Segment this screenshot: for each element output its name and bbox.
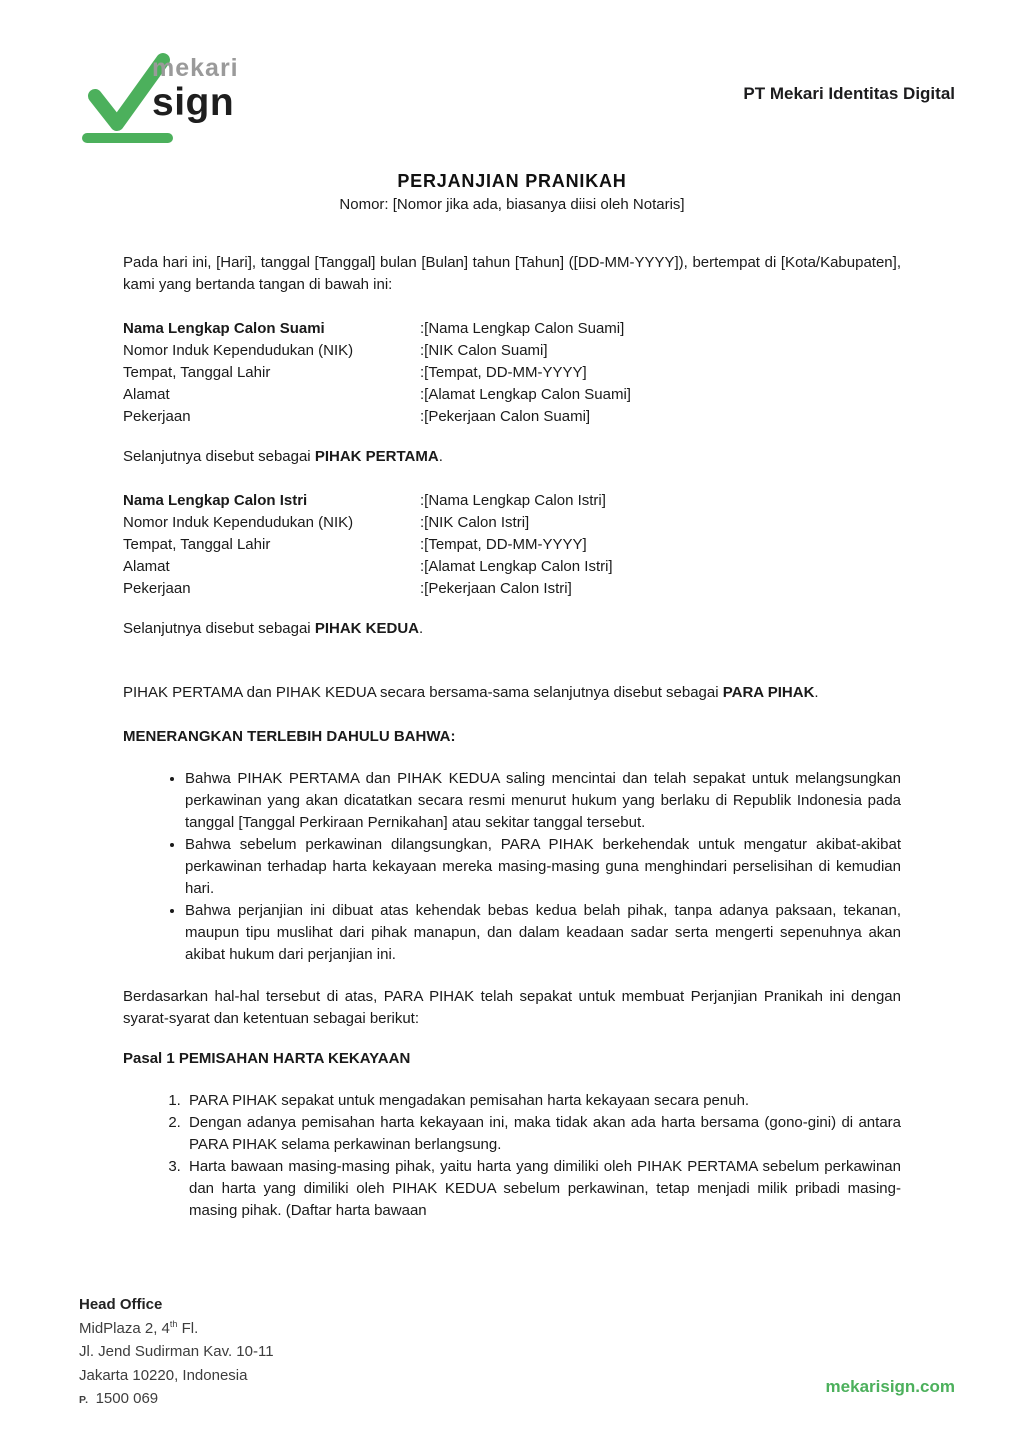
kv-row-groom-birth — [123, 362, 901, 384]
party-first-details — [123, 318, 901, 428]
kv-label: Nama Lengkap Calon Istri — [123, 492, 308, 509]
company-name: PT Mekari Identitas Digital — [743, 84, 955, 103]
phone-line — [79, 1387, 274, 1413]
basis-paragraph: Berdasarkan hal-hal tersebut di atas, PARA PIHAK telah sepakat untuk membuat Perjanjian Pranikah ini dengan syarat-syarat dan ketentuan sebagai berikut: — [123, 988, 901, 1027]
mekari-sign-logo — [78, 48, 338, 148]
address-line-1-pre: MidPlaza 2, 4 — [79, 1319, 170, 1337]
head-office-heading: Head Office — [79, 1296, 163, 1313]
address-line-1 — [79, 1317, 274, 1341]
address-line-1-post: Fl. — [177, 1319, 199, 1337]
kv-separator: : — [420, 558, 425, 575]
kv-value: [Tempat, DD-MM-YYYY] — [424, 536, 587, 553]
kv-separator: : — [420, 320, 425, 337]
address-line-3: Jakarta 10220, Indonesia — [79, 1366, 248, 1384]
document-number-line: Nomor: [Nomor jika ada, biasanya diisi oleh Notaris] — [339, 196, 685, 213]
kv-row-groom-address — [123, 384, 901, 406]
document-content — [123, 168, 901, 1222]
kv-value: [NIK Calon Istri] — [424, 514, 530, 531]
joint-suffix: . — [814, 684, 819, 701]
kv-row-bride-name — [123, 490, 901, 512]
kv-label: Pekerjaan — [123, 580, 191, 597]
pasal-1-heading: Pasal 1 PEMISAHAN HARTA KEKAYAAN — [123, 1050, 411, 1067]
closing-suffix: . — [419, 620, 424, 637]
kv-value: [Nama Lengkap Calon Istri] — [424, 492, 606, 509]
kv-row-bride-nik — [123, 512, 901, 534]
kv-separator: : — [420, 408, 425, 425]
phone-label: P. — [79, 1394, 89, 1406]
kv-separator: : — [420, 342, 425, 359]
kv-label: Nomor Induk Kependudukan (NIK) — [123, 342, 354, 359]
kv-label: Alamat — [123, 558, 170, 575]
joint-prefix: PIHAK PERTAMA dan PIHAK KEDUA secara bersama-sama selanjutnya disebut sebagai — [123, 684, 723, 701]
kv-label: Alamat — [123, 386, 170, 403]
kv-row-groom-nik — [123, 340, 901, 362]
address-line-1-sup: th — [169, 1318, 178, 1329]
party-second-designation — [123, 618, 901, 640]
recital-item: • Bahwa PIHAK PERTAMA dan PIHAK KEDUA saling mencintai dan telah sepakat untuk melangsungkan perkawinan yang akan dicatatkan secara resmi menurut hukum yang berlaku di Republik Indonesia pada tanggal [Tanggal Perkiraan Pernikahan] atau sekitar tanggal tersebut. — [185, 768, 901, 834]
kv-row-bride-birth — [123, 534, 901, 556]
kv-separator: : — [420, 364, 425, 381]
kv-label: Nama Lengkap Calon Suami — [123, 320, 325, 337]
kv-row-groom-occupation — [123, 406, 901, 428]
letterhead-footer — [79, 1293, 274, 1413]
recitals-list — [123, 768, 901, 966]
kv-separator: : — [420, 536, 425, 553]
document-title: PERJANJIAN PRANIKAH — [397, 171, 627, 191]
kv-row-groom-name — [123, 318, 901, 340]
kv-value: [Pekerjaan Calon Istri] — [424, 580, 572, 597]
pasal-1-list — [123, 1090, 901, 1222]
kv-value: [Pekerjaan Calon Suami] — [424, 408, 591, 425]
kv-label: Pekerjaan — [123, 408, 191, 425]
logo-word-sign: sign — [152, 81, 235, 124]
kv-value: [Alamat Lengkap Calon Suami] — [424, 386, 631, 403]
kv-value: [Alamat Lengkap Calon Istri] — [424, 558, 613, 575]
kv-label: Tempat, Tanggal Lahir — [123, 364, 271, 381]
kv-value: [Tempat, DD-MM-YYYY] — [424, 364, 587, 381]
recitals-heading: MENERANGKAN TERLEBIH DAHULU BAHWA: — [123, 728, 456, 745]
kv-row-bride-address — [123, 556, 901, 578]
kv-separator: : — [420, 492, 425, 509]
closing-prefix: Selanjutnya disebut sebagai — [123, 448, 315, 465]
logo-wordmark — [152, 56, 239, 122]
kv-label: Nomor Induk Kependudukan (NIK) — [123, 514, 354, 531]
party-first-designation — [123, 446, 901, 468]
closing-prefix: Selanjutnya disebut sebagai — [123, 620, 315, 637]
party-first-term: PIHAK PERTAMA — [314, 448, 439, 465]
pasal1-item: 1. PARA PIHAK sepakat untuk mengadakan pemisahan harta kekayaan secara penuh. — [185, 1090, 901, 1112]
website-link[interactable]: mekarisign.com — [825, 1377, 955, 1396]
party-second-details — [123, 490, 901, 600]
logo-word-mekari: mekari — [152, 54, 239, 82]
closing-suffix: . — [438, 448, 443, 465]
kv-value: [Nama Lengkap Calon Suami] — [424, 320, 625, 337]
recital-item: • Bahwa perjanjian ini dibuat atas kehendak bebas kedua belah pihak, tanpa adanya paksaan, tekanan, maupun tipu muslihat dari pihak manapun, dan dalam keadaan sadar serta mengerti sepenuhnya akan akibat hukum dari perjanjian ini. — [185, 900, 901, 966]
kv-separator: : — [420, 386, 425, 403]
recital-item: • Bahwa sebelum perkawinan dilangsungkan, PARA PIHAK berkehendak untuk mengatur akibat-akibat perkawinan terhadap harta kekayaan mereka masing-masing guna menghindari perselisihan di kemudian hari. — [185, 834, 901, 900]
joint-term: PARA PIHAK — [722, 684, 815, 701]
phone-number: 1500 069 — [95, 1390, 159, 1407]
address-line-2: Jl. Jend Sudirman Kav. 10-11 — [79, 1343, 274, 1360]
pasal1-item: 2. Dengan adanya pemisahan harta kekayaan ini, maka tidak akan ada harta bersama (gono-gini) di antara PARA PIHAK selama perkawinan berlangsung. — [185, 1112, 901, 1156]
party-second-term: PIHAK KEDUA — [314, 620, 419, 637]
kv-label: Tempat, Tanggal Lahir — [123, 536, 271, 553]
intro-paragraph: Pada hari ini, [Hari], tanggal [Tanggal] bulan [Bulan] tahun [Tahun] ([DD-MM-YYYY]), bertempat di [Kota/Kabupaten], kami yang bertanda tangan di bawah ini: — [123, 254, 901, 293]
kv-separator: : — [420, 514, 425, 531]
kv-separator: : — [420, 580, 425, 597]
pasal1-item: 3. Harta bawaan masing-masing pihak, yaitu harta yang dimiliki oleh PIHAK PERTAMA sebelum perkawinan dan harta yang dimiliki oleh PIHAK KEDUA sebelum perkawinan, tetap menjadi milik pribadi masing-masing pihak. (Daftar harta bawaan — [185, 1156, 901, 1222]
joint-designation-paragraph — [123, 682, 901, 704]
kv-value: [NIK Calon Suami] — [424, 342, 548, 359]
kv-row-bride-occupation — [123, 578, 901, 600]
